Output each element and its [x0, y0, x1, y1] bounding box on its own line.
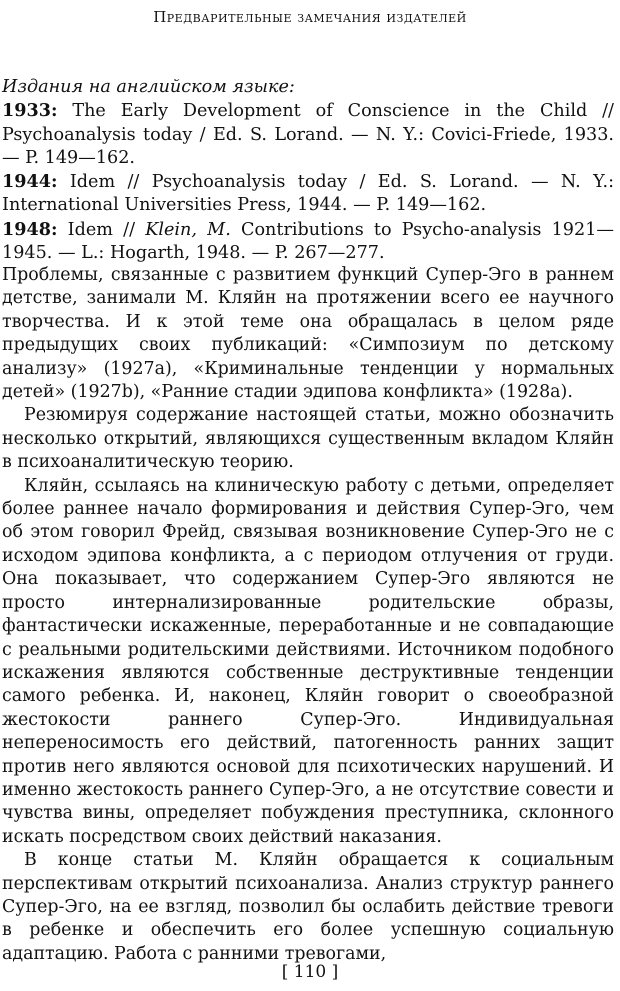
edition-text: Idem //: [57, 219, 146, 240]
edition-text: The Early Development of Conscience in the Child // Psychoanalysis today / Ed. S. Lorand. — N. Y.: Covici-Friede, 1933. — P. 149—162.: [2, 101, 614, 168]
edition-author: Klein, M.: [145, 219, 231, 240]
edition-entry-1948: [2, 218, 614, 266]
editions-heading: Издания на английском языке:: [2, 77, 295, 97]
paragraph-3: Кляйн, ссылаясь на клиническую работу с детьми, определяет более раннее начало формирования и действия Супер-Эго, чем об этом говорил Фрейд, связывая возникновение Супер-Эго не с исходом эдипова конфликта, а с периодом отлучения от груди. Она показывает, что содержанием Супер-Эго являются не просто интернализированные родительские образы, фантастически искаженные, переработанные и не совпадающие с реальными родительскими действиями. Источником подобного искажения являются собственные деструктивные тенденции самого ребенка. И, наконец, Кляйн говорит о своеобразной жестокости раннего Супер-Эго. Индивидуальная непереносимость его действий, патогенность ранних защит против него являются основой для психотических нарушений. И именно жестокость раннего Супер-Эго, а не отсутствие совести и чувства вины, определяет побуждения преступника, склонного искать посредством своих действий наказания.: [2, 475, 614, 847]
edition-year: 1948:: [2, 218, 58, 240]
edition-text: Idem // Psychoanalysis today / Ed. S. Lorand. — N. Y.: International Universities Press, 1944. — P. 149—162.: [2, 172, 614, 216]
running-head: Предварительные замечания издателей: [153, 8, 467, 26]
paragraph-2: Резюмируя содержание настоящей статьи, можно обозначить несколько открытий, являющихся существенным вкладом Кляйн в психоаналитическую теорию.: [2, 405, 614, 473]
edition-text: Contributions to Psycho-analysis 1921—1945. — L.: Hogarth, 1948. — P. 267—277.: [2, 219, 614, 264]
page-number: [ 110 ]: [281, 962, 339, 982]
edition-entry-1944: [2, 170, 614, 218]
edition-year: 1944:: [2, 171, 58, 193]
body-text: [2, 264, 614, 966]
paragraph-4: В конце статьи М. Кляйн обращается к социальным перспективам открытий психоанализа. Анализ структур раннего Супер-Эго, на ее взгляд, позволил бы ослабить действие тревоги в ребенке и обеспечить его более успешную социальную адаптацию. Работа с ранними тревогами,: [2, 850, 614, 964]
edition-year: 1933:: [2, 100, 58, 122]
english-editions-block: [2, 76, 614, 265]
paragraph-1: Проблемы, связанные с развитием функций Супер-Эго в раннем детстве, занимали М. Кляйн на протяжении всего ее научного творчества. И к этой теме она обращалась в целом ряде предыдущих своих публикаций: «Симпозиум по детскому анализу» (1927а), «Криминальные тенденции у нормальных детей» (1927b), «Ранние стадии эдипова конфликта» (1928а).: [2, 265, 614, 403]
edition-entry-1933: [2, 99, 614, 170]
